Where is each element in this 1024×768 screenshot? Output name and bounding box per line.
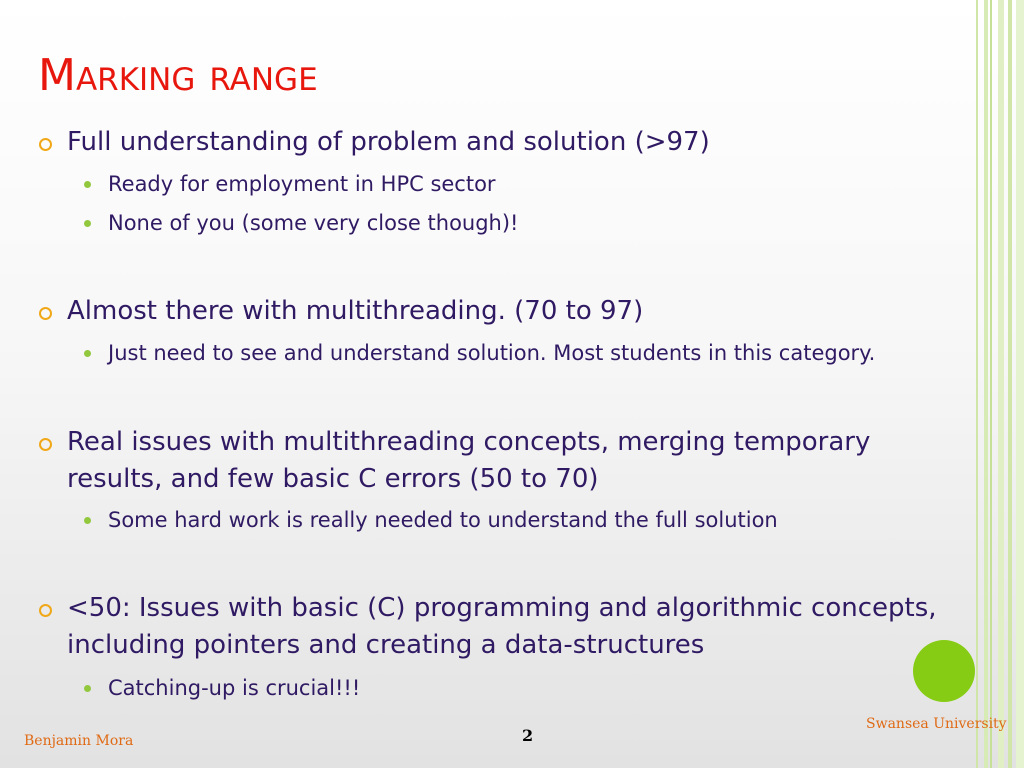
sub-bullet-text: None of you (some very close though)! — [108, 211, 519, 235]
stripe — [984, 0, 988, 768]
dot-bullet-icon — [84, 220, 91, 227]
sub-bullet-item — [108, 673, 360, 703]
sub-bullet-item — [108, 338, 875, 368]
decorative-side-stripes — [976, 0, 1024, 768]
stripe — [1016, 0, 1024, 768]
dot-bullet-icon — [84, 517, 91, 524]
footer-author: Benjamin Mora — [24, 733, 134, 749]
footer-institution: Swansea University — [866, 716, 1007, 732]
bullet-item — [67, 293, 967, 330]
bullet-text: Real issues with multithreading concepts, merging temporary results, and few basic C errors (50 to 70) — [67, 427, 871, 494]
bullet-item — [67, 124, 967, 161]
sub-bullet-text: Ready for employment in HPC sector — [108, 172, 496, 196]
sub-bullet-item — [108, 505, 778, 535]
stripe — [1008, 0, 1012, 768]
dot-bullet-icon — [84, 685, 91, 692]
stripe — [990, 0, 992, 768]
bullet-text: Almost there with multithreading. (70 to 97) — [67, 296, 644, 326]
sub-bullet-text: Catching-up is crucial!!! — [108, 676, 361, 700]
bullet-text: Full understanding of problem and solution (>97) — [67, 127, 710, 157]
sub-bullet-text: Some hard work is really needed to understand the full solution — [108, 508, 778, 532]
stripe — [998, 0, 1004, 768]
page-number: 2 — [522, 726, 534, 745]
ring-bullet-icon — [39, 604, 52, 617]
ring-bullet-icon — [39, 138, 52, 151]
ring-bullet-icon — [39, 307, 52, 320]
ring-bullet-icon — [39, 438, 52, 451]
sub-bullet-text: Just need to see and understand solution. Most students in this category. — [108, 341, 876, 365]
sub-bullet-item — [108, 169, 496, 199]
slide-title: Marking range — [38, 50, 318, 101]
bullet-item — [67, 590, 977, 664]
dot-bullet-icon — [84, 181, 91, 188]
dot-bullet-icon — [84, 350, 91, 357]
bullet-item — [67, 424, 947, 498]
decorative-green-circle — [913, 640, 975, 702]
bullet-text: <50: Issues with basic (C) programming and algorithmic concepts, including pointers and creating a data-structures — [67, 593, 937, 660]
sub-bullet-item — [108, 208, 518, 238]
